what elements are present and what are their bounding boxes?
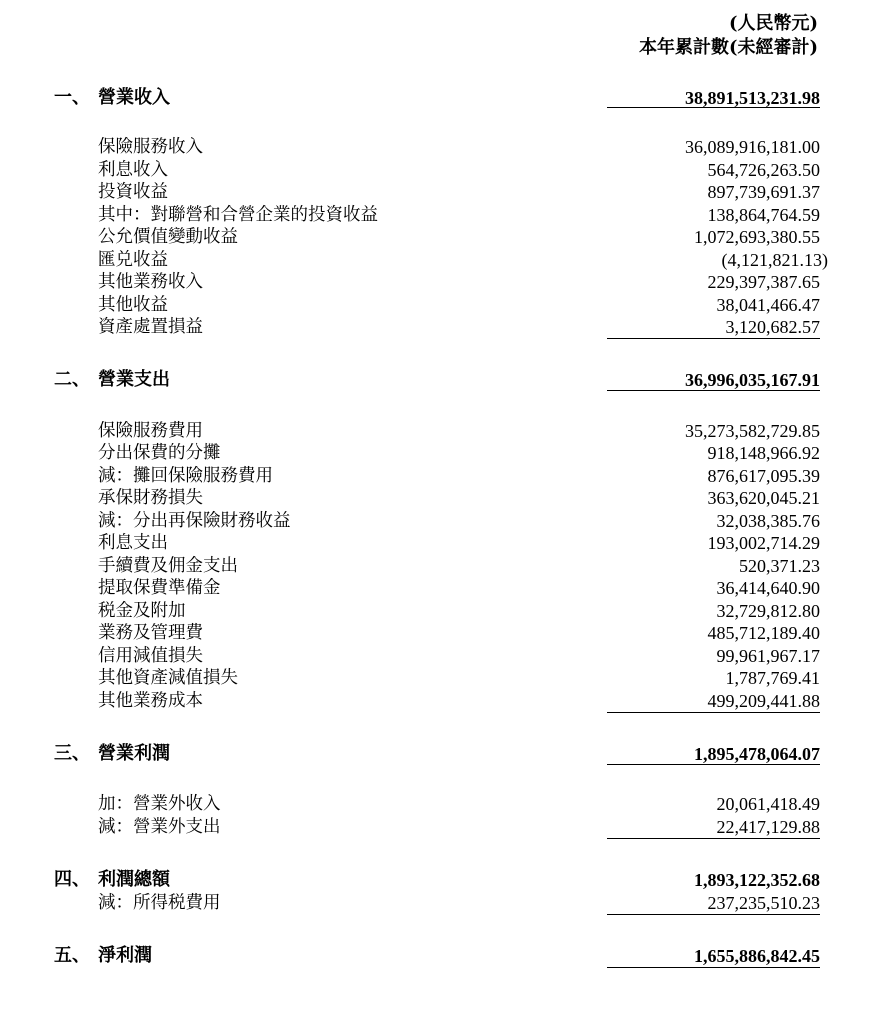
section-label: 營業利潤: [98, 743, 170, 764]
item-value: 32,729,812.80: [716, 601, 820, 621]
item-value: 229,397,387.65: [707, 272, 820, 292]
item-value: 237,235,510.23: [707, 893, 820, 913]
section-number: 四、: [54, 869, 90, 890]
line-item: [0, 159, 876, 181]
item-value: 520,371.23: [739, 556, 820, 576]
item-value: 36,089,916,181.00: [685, 137, 820, 157]
item-value: 20,061,418.49: [716, 794, 820, 814]
item-label: 減：所得税費用: [98, 893, 221, 913]
section-label: 利潤總額: [98, 869, 170, 890]
line-item: [0, 793, 876, 815]
line-item: [0, 136, 876, 158]
section-total: 1,893,122,352.68: [694, 870, 820, 890]
line-item: [0, 181, 876, 203]
line-item: [0, 226, 876, 248]
item-value: 363,620,045.21: [707, 488, 820, 508]
item-label: 保險服務費用: [98, 421, 203, 441]
item-label: 其他收益: [98, 295, 168, 315]
line-item: [0, 622, 876, 644]
item-value: 485,712,189.40: [707, 623, 820, 643]
underline: [607, 967, 820, 968]
section-label: 營業支出: [98, 369, 170, 390]
item-value: 35,273,582,729.85: [685, 421, 820, 441]
section-number: 一、: [54, 87, 90, 108]
section-total: 38,891,513,231.98: [685, 88, 820, 108]
line-item: [0, 420, 876, 442]
line-item: [0, 249, 876, 271]
section-number: 二、: [54, 369, 90, 390]
currency-unit: (人民幣元): [728, 13, 818, 34]
item-label: 手續費及佣金支出: [98, 556, 238, 576]
item-label: 加：營業外收入: [98, 794, 221, 814]
section-operating-profit: [0, 743, 876, 765]
item-value: 36,414,640.90: [716, 578, 820, 598]
item-label: 保險服務收入: [98, 137, 203, 157]
line-item: [0, 555, 876, 577]
item-label: 分出保費的分攤: [98, 443, 221, 463]
section-operating-expenses: [0, 369, 876, 391]
section-number: 三、: [54, 743, 90, 764]
underline: [607, 338, 820, 339]
item-value: 564,726,263.50: [707, 160, 820, 180]
underline: [607, 764, 820, 765]
line-item: [0, 577, 876, 599]
line-item: [0, 816, 876, 838]
item-value: 918,148,966.92: [707, 443, 820, 463]
item-value: 32,038,385.76: [716, 511, 820, 531]
line-item: [0, 690, 876, 712]
underline: [607, 390, 820, 391]
section-label: 淨利潤: [98, 945, 152, 966]
section-operating-revenue: [0, 87, 876, 109]
section-label: 營業收入: [98, 87, 170, 108]
item-label: 信用減值損失: [98, 646, 203, 666]
line-item: [0, 600, 876, 622]
item-label: 減：營業外支出: [98, 817, 221, 837]
section-total: 1,895,478,064.07: [694, 744, 820, 764]
section-number: 五、: [54, 945, 90, 966]
item-label: 公允價值變動收益: [98, 227, 238, 247]
line-item: [0, 487, 876, 509]
item-value: 138,864,764.59: [707, 205, 820, 225]
item-label: 減：攤回保險服務費用: [98, 466, 273, 486]
item-value: (4,121,821.13): [721, 250, 828, 270]
line-item: [0, 204, 876, 226]
line-item: [0, 532, 876, 554]
section-total: 1,655,886,842.45: [694, 946, 820, 966]
line-item: [0, 645, 876, 667]
item-label: 其中：對聯營和合營企業的投資收益: [98, 205, 378, 225]
section-total-profit: [0, 869, 876, 891]
line-item: [0, 892, 876, 914]
item-value: 897,739,691.37: [707, 182, 820, 202]
item-label: 其他業務收入: [98, 272, 203, 292]
item-value: 1,787,769.41: [725, 668, 820, 688]
item-value: 876,617,095.39: [707, 466, 820, 486]
item-label: 其他資產減值損失: [98, 668, 238, 688]
item-label: 利息收入: [98, 160, 168, 180]
line-item: [0, 316, 876, 338]
item-value: 22,417,129.88: [716, 817, 820, 837]
section-total: 36,996,035,167.91: [685, 370, 820, 390]
item-label: 匯兑收益: [98, 250, 168, 270]
item-label: 投資收益: [98, 182, 168, 202]
item-label: 承保財務損失: [98, 488, 203, 508]
column-header: 本年累計數(未經審計): [638, 37, 818, 58]
line-item: [0, 510, 876, 532]
item-label: 利息支出: [98, 533, 168, 553]
item-label: 資產處置損益: [98, 317, 203, 337]
line-item: [0, 294, 876, 316]
line-item: [0, 465, 876, 487]
item-value: 1,072,693,380.55: [694, 227, 820, 247]
item-label: 提取保費準備金: [98, 578, 221, 598]
section-net-profit: [0, 945, 876, 967]
item-label: 税金及附加: [98, 601, 186, 621]
item-value: 499,209,441.88: [707, 691, 820, 711]
line-item: [0, 271, 876, 293]
line-item: [0, 442, 876, 464]
item-value: 193,002,714.29: [707, 533, 820, 553]
underline: [607, 838, 820, 839]
line-item: [0, 667, 876, 689]
item-value: 99,961,967.17: [716, 646, 820, 666]
item-label: 其他業務成本: [98, 691, 203, 711]
item-value: 3,120,682.57: [725, 317, 820, 337]
item-value: 38,041,466.47: [716, 295, 820, 315]
underline: [607, 107, 820, 108]
underline: [607, 914, 820, 915]
item-label: 減：分出再保險財務收益: [98, 511, 291, 531]
item-label: 業務及管理費: [98, 623, 203, 643]
underline: [607, 712, 820, 713]
